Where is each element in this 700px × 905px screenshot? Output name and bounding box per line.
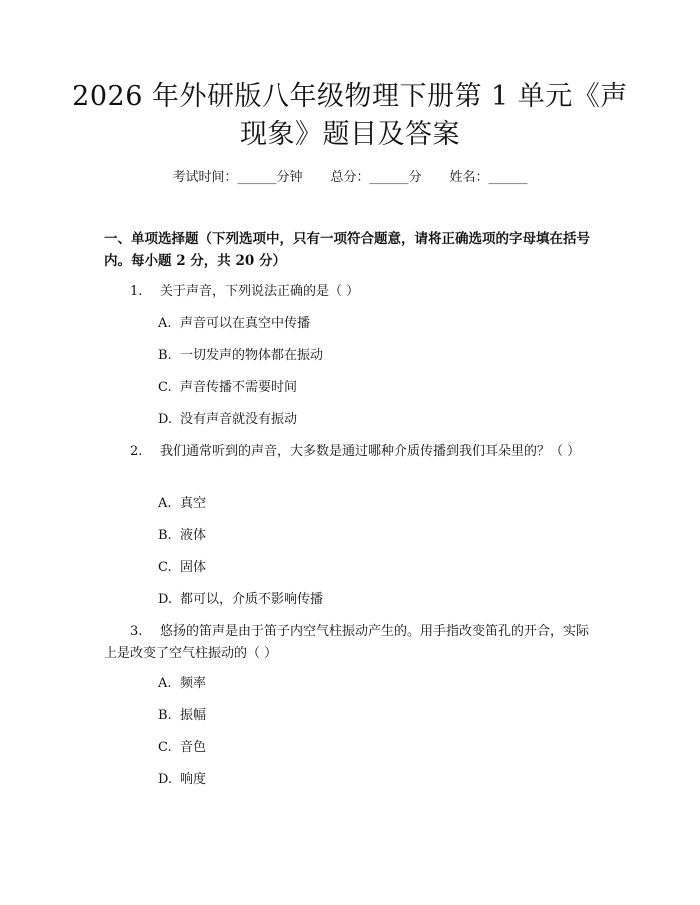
question-3-option-d xyxy=(158,770,578,790)
option-text: 没有声音就没有振动 xyxy=(180,412,298,427)
option-text: 都可以，介质不影响传播 xyxy=(180,592,324,607)
question-number: 3. xyxy=(130,624,143,639)
question-3 xyxy=(104,621,598,665)
question-2 xyxy=(104,441,598,463)
question-3-option-a xyxy=(158,674,578,694)
option-letter: B. xyxy=(158,348,172,363)
option-letter: C. xyxy=(158,380,172,395)
option-letter: A. xyxy=(158,676,172,691)
option-text: 振幅 xyxy=(180,708,207,723)
question-2-option-a xyxy=(158,494,578,514)
question-text: 关于声音，下列说法正确的是（ ） xyxy=(160,284,360,299)
option-letter: C. xyxy=(158,560,172,575)
option-text: 频率 xyxy=(180,676,207,691)
option-text: 声音可以在真空中传播 xyxy=(180,316,311,331)
question-3-option-b xyxy=(158,706,578,726)
question-2-option-c xyxy=(158,558,578,578)
question-number: 1. xyxy=(130,284,143,299)
option-letter: D. xyxy=(158,412,173,427)
option-text: 响度 xyxy=(180,772,207,787)
question-1-option-c xyxy=(158,378,578,398)
question-1-option-b xyxy=(158,346,578,366)
question-2-option-d xyxy=(158,590,578,610)
option-text: 液体 xyxy=(180,528,207,543)
option-letter: B. xyxy=(158,708,172,723)
option-text: 一切发声的物体都在振动 xyxy=(180,348,324,363)
question-text: 我们通常听到的声音，大多数是通过哪种介质传播到我们耳朵里的？（ ） xyxy=(160,444,581,459)
option-letter: B. xyxy=(158,528,172,543)
question-number: 2. xyxy=(130,444,143,459)
option-letter: A. xyxy=(158,496,172,511)
option-letter: D. xyxy=(158,592,173,607)
question-1 xyxy=(104,281,598,303)
exam-info-line xyxy=(0,168,700,188)
option-text: 音色 xyxy=(180,740,207,755)
question-3-option-c xyxy=(158,738,578,758)
question-1-option-a xyxy=(158,314,578,334)
total-score-field: 总分：______分 xyxy=(330,170,422,185)
section-heading: 一、单项选择题（下列选项中，只有一项符合题意，请将正确选项的字母填在括号内。每小题 2 分，共 20 分） xyxy=(104,231,590,269)
option-text: 固体 xyxy=(180,560,207,575)
student-name-field: 姓名：______ xyxy=(449,170,528,185)
option-letter: C. xyxy=(158,740,172,755)
exam-time-field: 考试时间：______分钟 xyxy=(172,170,303,185)
document-title: 2026 年外研版八年级物理下册第 1 单元《声现象》题目及答案 xyxy=(72,81,628,150)
question-1-option-d xyxy=(158,410,578,430)
option-letter: A. xyxy=(158,316,172,331)
option-text: 声音传播不需要时间 xyxy=(180,380,298,395)
question-2-option-b xyxy=(158,526,578,546)
question-text: 悠扬的笛声是由于笛子内空气柱振动产生的。用手指改变笛孔的开合，实际上是改变了空气柱振动的（ ） xyxy=(104,624,590,661)
option-letter: D. xyxy=(158,772,173,787)
option-text: 真空 xyxy=(180,496,207,511)
